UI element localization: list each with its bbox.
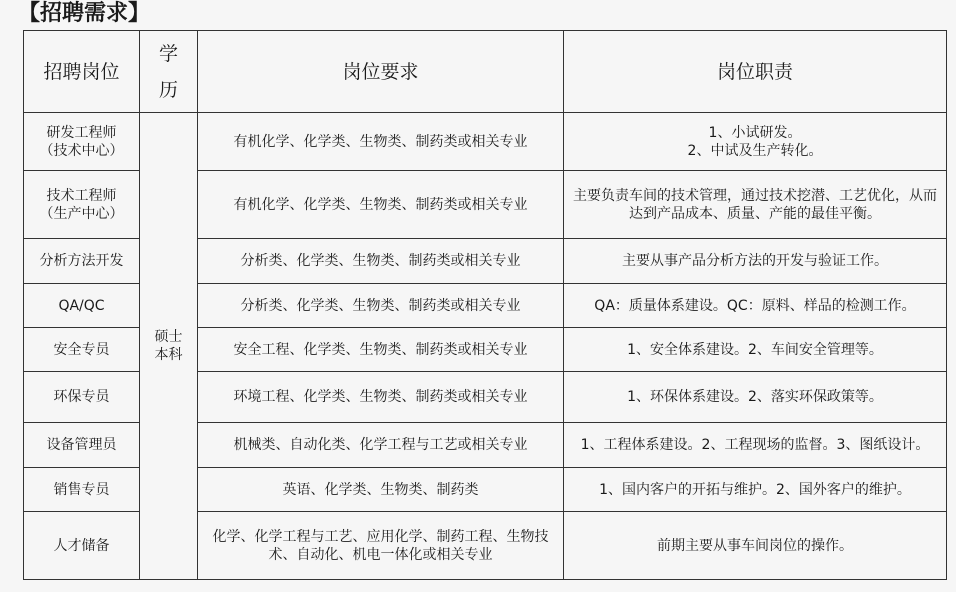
requirements-cell: 分析类、化学类、生物类、制药类或相关专业 — [198, 239, 564, 284]
recruitment-table — [23, 30, 947, 580]
requirements-cell: 分析类、化学类、生物类、制药类或相关专业 — [198, 284, 564, 328]
duties-cell: QA：质量体系建设。QC：原料、样品的检测工作。 — [564, 284, 947, 328]
duties-cell: 1、国内客户的开拓与维护。2、国外客户的维护。 — [564, 468, 947, 512]
header-duties: 岗位职责 — [564, 31, 947, 113]
requirements-cell: 化学、化学工程与工艺、应用化学、制药工程、生物技术、自动化、机电一体化或相关专业 — [198, 512, 564, 580]
position-cell: QA/QC — [24, 284, 140, 328]
requirements-cell: 英语、化学类、生物类、制药类 — [198, 468, 564, 512]
position-cell: 技术工程师 （生产中心） — [24, 171, 140, 239]
table-row — [24, 113, 947, 171]
header-row — [24, 31, 947, 113]
duties-cell: 1、环保体系建设。2、落实环保政策等。 — [564, 372, 947, 423]
duties-cell: 1、安全体系建设。2、车间安全管理等。 — [564, 328, 947, 372]
position-cell: 环保专员 — [24, 372, 140, 423]
position-cell: 设备管理员 — [24, 423, 140, 468]
requirements-cell: 机械类、自动化类、化学工程与工艺或相关专业 — [198, 423, 564, 468]
header-position: 招聘岗位 — [24, 31, 140, 113]
header-education: 学 历 — [140, 31, 198, 113]
duties-cell: 1、小试研发。 2、中试及生产转化。 — [564, 113, 947, 171]
position-cell: 研发工程师 （技术中心） — [24, 113, 140, 171]
requirements-cell: 有机化学、化学类、生物类、制药类或相关专业 — [198, 171, 564, 239]
duties-cell: 主要负责车间的技术管理，通过技术挖潜、工艺优化，从而达到产品成本、质量、产能的最佳平衡。 — [564, 171, 947, 239]
duties-cell: 主要从事产品分析方法的开发与验证工作。 — [564, 239, 947, 284]
requirements-cell: 有机化学、化学类、生物类、制药类或相关专业 — [198, 113, 564, 171]
position-cell: 安全专员 — [24, 328, 140, 372]
position-cell: 分析方法开发 — [24, 239, 140, 284]
duties-cell: 前期主要从事车间岗位的操作。 — [564, 512, 947, 580]
position-cell: 人才储备 — [24, 512, 140, 580]
duties-cell: 1、工程体系建设。2、工程现场的监督。3、图纸设计。 — [564, 423, 947, 468]
requirements-cell: 安全工程、化学类、生物类、制药类或相关专业 — [198, 328, 564, 372]
requirements-cell: 环境工程、化学类、生物类、制药类或相关专业 — [198, 372, 564, 423]
section-title: 【招聘需求】 — [18, 1, 151, 26]
header-requirements: 岗位要求 — [198, 31, 564, 113]
education-cell: 硕士 本科 — [140, 113, 198, 580]
position-cell: 销售专员 — [24, 468, 140, 512]
